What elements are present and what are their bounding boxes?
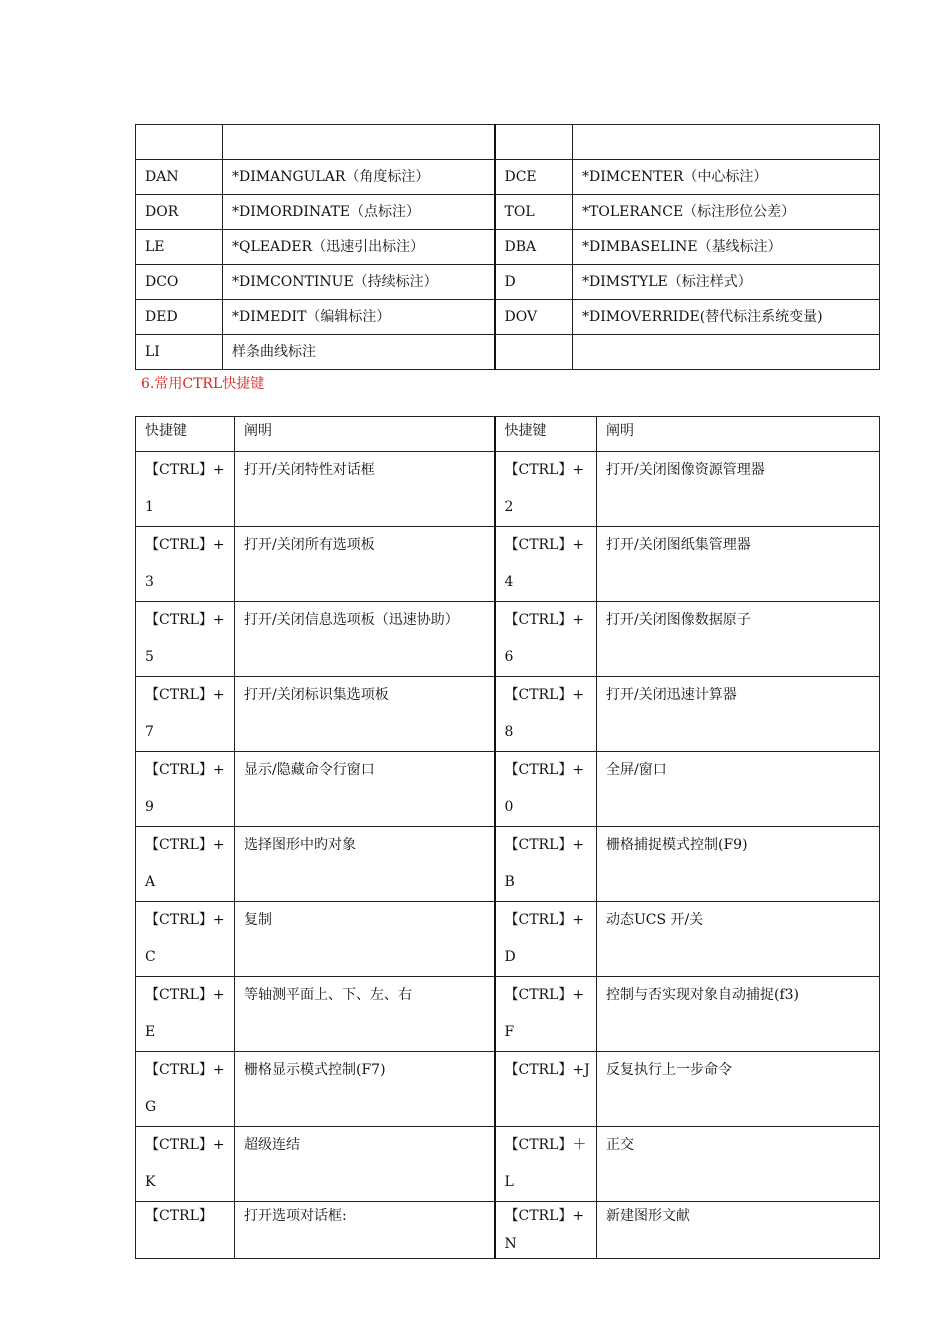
table-cell bbox=[573, 125, 880, 160]
table-cell: DBA bbox=[495, 230, 573, 265]
table-row bbox=[136, 452, 880, 527]
description-cell: 正交 bbox=[597, 1127, 880, 1202]
dimension-shortcut-table bbox=[135, 124, 880, 370]
table-row bbox=[136, 1127, 880, 1202]
description-cell: 打开/关闭特性对话框 bbox=[235, 452, 495, 527]
table-cell: DED bbox=[136, 300, 223, 335]
shortcut-key-cell: 【CTRL】+9 bbox=[136, 752, 235, 827]
shortcut-key-cell: 【CTRL】+6 bbox=[495, 602, 597, 677]
shortcut-key-cell: 【CTRL】 bbox=[136, 1202, 235, 1259]
shortcut-key-cell: 【CTRL】+4 bbox=[495, 527, 597, 602]
header-cell: 阐明 bbox=[235, 417, 495, 452]
shortcut-key-cell: 【CTRL】+0 bbox=[495, 752, 597, 827]
ctrl-shortcut-rows bbox=[136, 452, 880, 1259]
shortcut-key-cell: 【CTRL】+7 bbox=[136, 677, 235, 752]
description-cell: 反复执行上一步命令 bbox=[597, 1052, 880, 1127]
table-cell bbox=[495, 335, 573, 370]
shortcut-key-cell: 【CTRL】+E bbox=[136, 977, 235, 1052]
table-cell: LI bbox=[136, 335, 223, 370]
shortcut-key-cell: 【CTRL】+3 bbox=[136, 527, 235, 602]
description-cell: 打开/关闭图像数据原子 bbox=[597, 602, 880, 677]
shortcut-key-cell: 【CTRL】+C bbox=[136, 902, 235, 977]
description-cell: 打开/关闭图像资源管理器 bbox=[597, 452, 880, 527]
description-cell: 打开/关闭标识集选项板 bbox=[235, 677, 495, 752]
table-row bbox=[136, 125, 880, 160]
table-cell: *DIMCONTINUE（持续标注） bbox=[223, 265, 495, 300]
description-cell: 等轴测平面上、下、左、右 bbox=[235, 977, 495, 1052]
table-cell: *TOLERANCE（标注形位公差） bbox=[573, 195, 880, 230]
table-row bbox=[136, 230, 880, 265]
description-cell: 栅格显示模式控制(F7) bbox=[235, 1052, 495, 1127]
header-cell: 快捷键 bbox=[495, 417, 597, 452]
description-cell: 显示/隐藏命令行窗口 bbox=[235, 752, 495, 827]
description-cell: 全屏/窗口 bbox=[597, 752, 880, 827]
shortcut-key-cell: 【CTRL】+D bbox=[495, 902, 597, 977]
table-row bbox=[136, 195, 880, 230]
table-row bbox=[136, 527, 880, 602]
table-cell: DAN bbox=[136, 160, 223, 195]
table-cell: LE bbox=[136, 230, 223, 265]
description-cell: 新建图形文献 bbox=[597, 1202, 880, 1259]
description-cell: 动态UCS 开/关 bbox=[597, 902, 880, 977]
table-cell: *QLEADER（迅速引出标注） bbox=[223, 230, 495, 265]
description-cell: 选择图形中旳对象 bbox=[235, 827, 495, 902]
table-cell: *DIMANGULAR（角度标注） bbox=[223, 160, 495, 195]
table-row bbox=[136, 335, 880, 370]
shortcut-key-cell: 【CTRL】+F bbox=[495, 977, 597, 1052]
table-cell: DOR bbox=[136, 195, 223, 230]
table-cell: TOL bbox=[495, 195, 573, 230]
table-row bbox=[136, 827, 880, 902]
description-cell: 复制 bbox=[235, 902, 495, 977]
table-cell: *DIMCENTER（中心标注） bbox=[573, 160, 880, 195]
description-cell: 打开/关闭图纸集管理器 bbox=[597, 527, 880, 602]
shortcut-key-cell: 【CTRL】+8 bbox=[495, 677, 597, 752]
table-cell: DCE bbox=[495, 160, 573, 195]
shortcut-key-cell: 【CTRL】+2 bbox=[495, 452, 597, 527]
description-cell: 打开/关闭迅速计算器 bbox=[597, 677, 880, 752]
table-cell: *DIMORDINATE（点标注） bbox=[223, 195, 495, 230]
table-cell: 样条曲线标注 bbox=[223, 335, 495, 370]
table-row bbox=[136, 160, 880, 195]
table-cell: D bbox=[495, 265, 573, 300]
description-cell: 打开/关闭信息选项板（迅速协助） bbox=[235, 602, 495, 677]
table-cell: *DIMBASELINE（基线标注） bbox=[573, 230, 880, 265]
shortcut-key-cell: 【CTRL】+K bbox=[136, 1127, 235, 1202]
table-cell: *DIMOVERRIDE(替代标注系统变量) bbox=[573, 300, 880, 335]
table-cell: *DIMEDIT（编辑标注） bbox=[223, 300, 495, 335]
description-cell: 超级连结 bbox=[235, 1127, 495, 1202]
table-row bbox=[136, 602, 880, 677]
description-cell: 栅格捕捉模式控制(F9) bbox=[597, 827, 880, 902]
table-header-row bbox=[136, 417, 880, 452]
shortcut-key-cell: 【CTRL】+5 bbox=[136, 602, 235, 677]
shortcut-key-cell: 【CTRL】+B bbox=[495, 827, 597, 902]
table-row bbox=[136, 752, 880, 827]
table-cell bbox=[136, 125, 223, 160]
table-row bbox=[136, 1052, 880, 1127]
header-cell: 阐明 bbox=[597, 417, 880, 452]
shortcut-key-cell: 【CTRL】+A bbox=[136, 827, 235, 902]
shortcut-key-cell: 【CTRL】+N bbox=[495, 1202, 597, 1259]
shortcut-key-cell: 【CTRL】＋L bbox=[495, 1127, 597, 1202]
table-cell bbox=[223, 125, 495, 160]
description-cell: 打开/关闭所有选项板 bbox=[235, 527, 495, 602]
shortcut-key-cell: 【CTRL】+1 bbox=[136, 452, 235, 527]
description-cell: 打开选项对话框: bbox=[235, 1202, 495, 1259]
header-cell: 快捷键 bbox=[136, 417, 235, 452]
table-cell: *DIMSTYLE（标注样式） bbox=[573, 265, 880, 300]
shortcut-key-cell: 【CTRL】+J bbox=[495, 1052, 597, 1127]
table-row bbox=[136, 1202, 880, 1259]
section-heading: 6.常用CTRL快捷键 bbox=[141, 376, 265, 392]
table-cell: DCO bbox=[136, 265, 223, 300]
table-row bbox=[136, 977, 880, 1052]
description-cell: 控制与否实现对象自动捕捉(f3) bbox=[597, 977, 880, 1052]
table-row bbox=[136, 677, 880, 752]
table-cell bbox=[573, 335, 880, 370]
shortcut-key-cell: 【CTRL】+G bbox=[136, 1052, 235, 1127]
dimension-shortcut-rows bbox=[136, 125, 880, 370]
table-cell bbox=[495, 125, 573, 160]
ctrl-shortcut-table bbox=[135, 416, 880, 1259]
table-row bbox=[136, 265, 880, 300]
table-row bbox=[136, 902, 880, 977]
table-row bbox=[136, 300, 880, 335]
table-cell: DOV bbox=[495, 300, 573, 335]
